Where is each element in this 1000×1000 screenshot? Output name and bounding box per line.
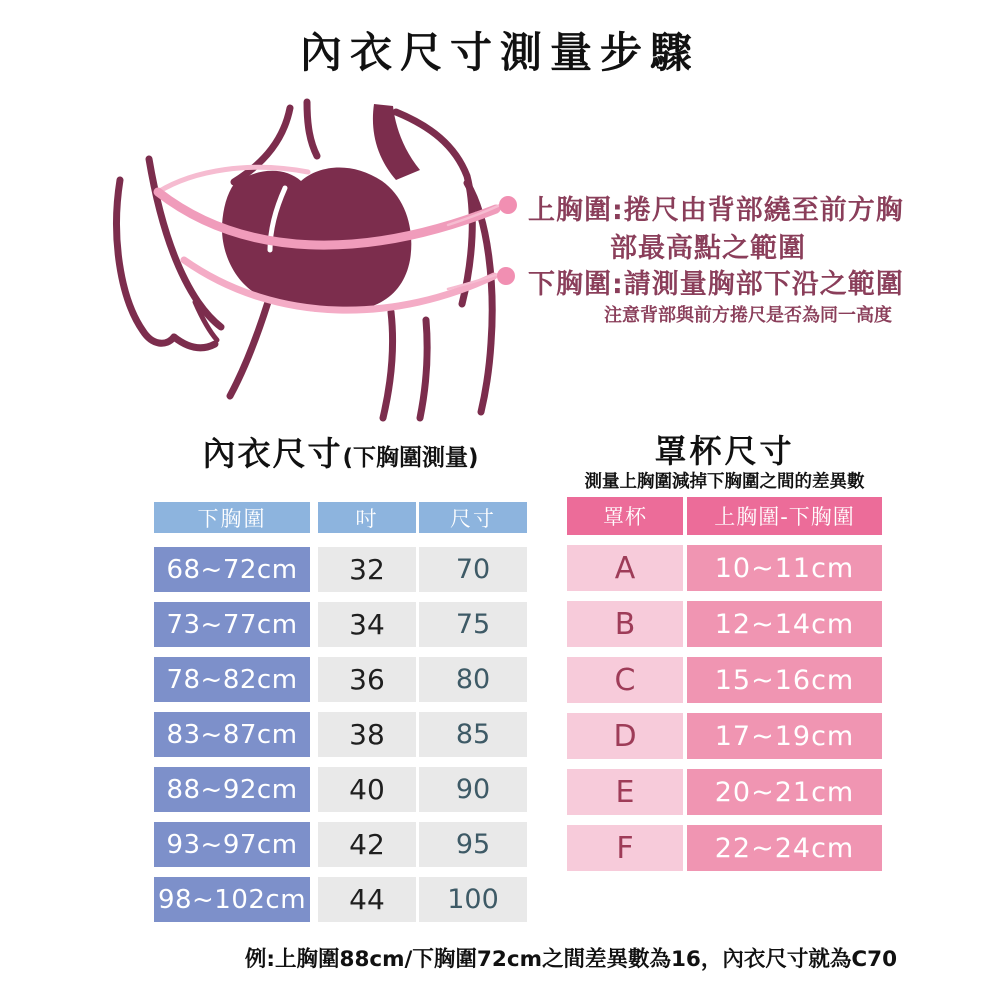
column-gap <box>310 502 318 533</box>
cup-header-cell: 罩杯 <box>567 497 683 535</box>
left-arm-inner-line <box>149 159 221 327</box>
size-cell: 80 <box>419 657 527 702</box>
upper-bust-dot <box>499 196 517 214</box>
underbust-range-cell: 73~77cm <box>154 602 310 647</box>
page-title: 內衣尺寸測量步驟 <box>299 28 700 77</box>
underbust-range-cell: 98~102cm <box>154 877 310 922</box>
diff-range-cell: 20~21cm <box>687 769 882 815</box>
inch-cell: 40 <box>318 767 416 812</box>
inch-cell: 34 <box>318 602 416 647</box>
inch-cell: 42 <box>318 822 416 867</box>
cup-letter-cell: A <box>567 545 683 591</box>
inch-cell: 32 <box>318 547 416 592</box>
inch-cell: 38 <box>318 712 416 757</box>
size-cell: 70 <box>419 547 527 592</box>
left-torso-line <box>230 302 268 396</box>
underbust-range-cell: 88~92cm <box>154 767 310 812</box>
underbust-range-cell: 68~72cm <box>154 547 310 592</box>
cup-table-subtitle: 測量上胸圍減掉下胸圍之間的差異數 <box>584 472 865 492</box>
diff-range-cell: 12~14cm <box>687 601 882 647</box>
inch-cell: 44 <box>318 877 416 922</box>
diff-header-cell: 上胸圍-下胸圍 <box>687 497 882 535</box>
size-table-subtitle: (下胸圍測量) <box>342 445 479 471</box>
cup-letter-cell: B <box>567 601 683 647</box>
neck-left-line <box>234 108 290 182</box>
cup-table-row <box>567 825 882 871</box>
neck-right-line <box>307 102 317 156</box>
upper-bust-annotation-line2: 部最高點之範圍 <box>610 233 806 264</box>
cup-letter-cell: E <box>567 769 683 815</box>
size-table-header-row <box>154 502 527 533</box>
right-torso-line <box>383 312 393 418</box>
inch-cell: 36 <box>318 657 416 702</box>
cup-table-row <box>567 769 882 815</box>
size-cell: 95 <box>419 822 527 867</box>
inch-header-cell: 吋 <box>318 502 416 533</box>
underbust-size-table <box>154 502 527 932</box>
diff-range-cell: 17~19cm <box>687 713 882 759</box>
diff-range-cell: 15~16cm <box>687 657 882 703</box>
right-shoulder-line <box>396 112 472 304</box>
right-inner-arm-line <box>420 320 427 418</box>
cup-size-table <box>567 497 882 881</box>
size-table-row <box>154 602 527 647</box>
underbust-header-cell: 下胸圍 <box>154 502 310 533</box>
example-note: 例:上胸圍88cm/下胸圍72cm之間差異數為16，內衣尺寸就為C70 <box>244 947 898 972</box>
size-table-row <box>154 657 527 702</box>
size-table-title: 內衣尺寸 <box>202 434 343 473</box>
under-bust-annotation: 下胸圍:請測量胸部下沿之範圍 <box>528 269 904 300</box>
size-table-row <box>154 547 527 592</box>
size-table-row <box>154 767 527 812</box>
cup-letter-cell: F <box>567 825 683 871</box>
size-table-row <box>154 877 527 922</box>
size-table-row <box>154 822 527 867</box>
diff-range-cell: 22~24cm <box>687 825 882 871</box>
bra-measurement-illustration <box>96 86 528 428</box>
upper-bust-annotation-line1: 上胸圍:捲尺由背部繞至前方胸 <box>528 195 904 226</box>
underbust-range-cell: 78~82cm <box>154 657 310 702</box>
underbust-range-cell: 83~87cm <box>154 712 310 757</box>
size-cell: 75 <box>419 602 527 647</box>
cup-table-row <box>567 545 882 591</box>
size-table-row <box>154 712 527 757</box>
size-table-heading <box>144 428 537 475</box>
cup-table-row <box>567 601 882 647</box>
cup-letter-cell: C <box>567 657 683 703</box>
left-forearm-line <box>174 337 215 348</box>
diff-range-cell: 10~11cm <box>687 545 882 591</box>
tape-level-note: 注意背部與前方捲尺是否為同一高度 <box>604 305 892 326</box>
cup-table-title: 罩杯尺寸 <box>654 432 795 470</box>
size-cell: 90 <box>419 767 527 812</box>
size-header-cell: 尺寸 <box>419 502 527 533</box>
underbust-range-cell: 93~97cm <box>154 822 310 867</box>
under-bust-dot <box>497 267 515 285</box>
size-cell: 85 <box>419 712 527 757</box>
torso-figure <box>96 86 528 428</box>
cup-letter-cell: D <box>567 713 683 759</box>
left-arm-outer-line <box>117 180 174 343</box>
cup-table-row <box>567 657 882 703</box>
size-cell: 100 <box>419 877 527 922</box>
cup-table-row <box>567 713 882 759</box>
cup-table-header-row <box>567 497 882 535</box>
